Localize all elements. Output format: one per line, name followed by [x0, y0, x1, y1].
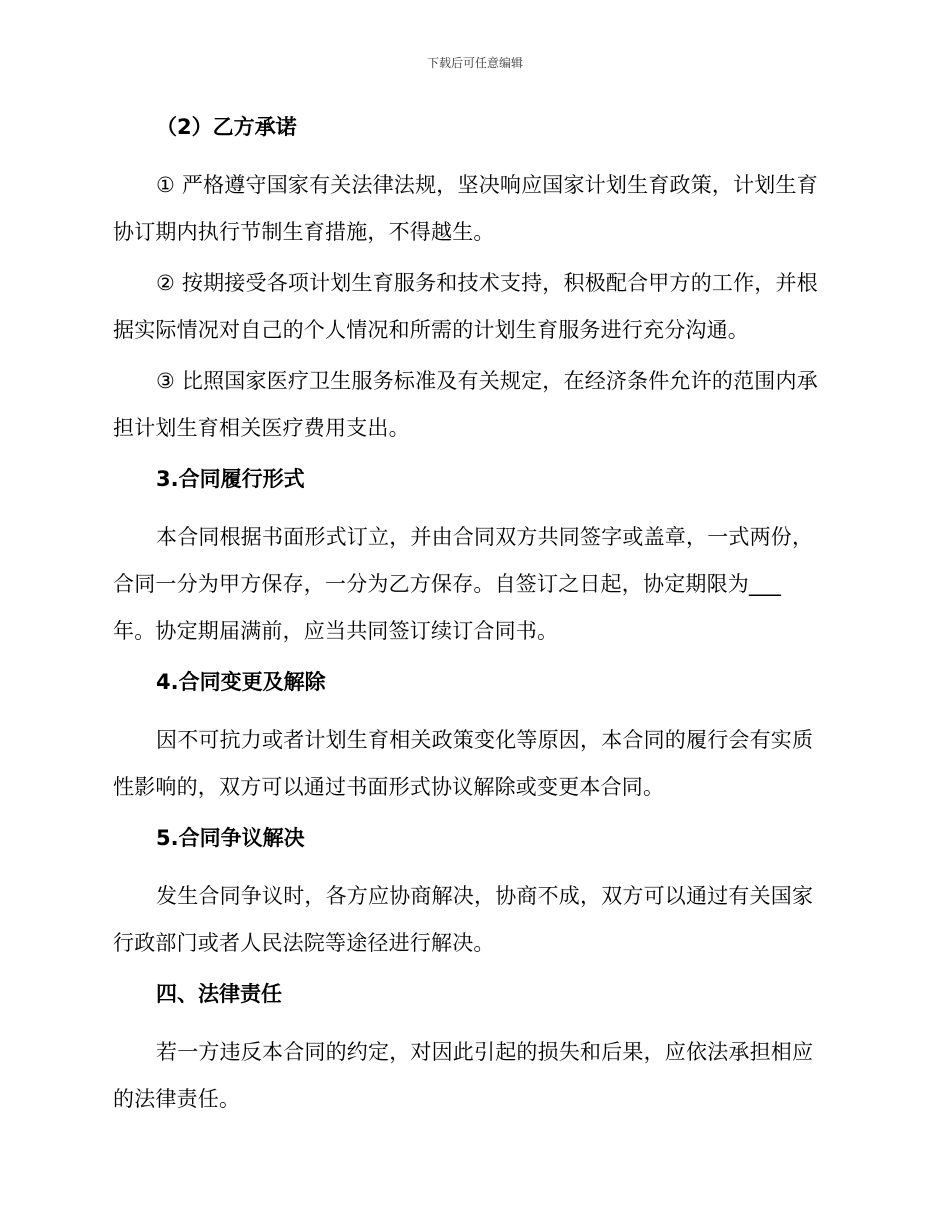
- text-line: ① 严格遵守国家有关法律法规，坚决响应国家计划生育政策，计划生育: [156, 173, 818, 197]
- text-line: ② 按期接受各项计划生育服务和技术支持，积极配合甲方的工作，并根: [156, 271, 818, 295]
- text-line: 协订期内执行节制生育措施，不得越生。: [113, 220, 495, 244]
- paragraph-promise-1: [113, 162, 835, 256]
- text-line: 若一方违反本合同的约定，对因此引起的损失和后果，应依法承担相应: [156, 1040, 814, 1064]
- section-heading-legal-liability: 四、法律责任: [156, 982, 282, 1006]
- text-line: 担计划生育相关医疗费用支出。: [113, 416, 410, 440]
- text-line: 的法律责任。: [113, 1087, 241, 1111]
- text-line: 合同一分为甲方保存，一分为乙方保存。自签订之日起，协定期限为___: [113, 572, 782, 596]
- paragraph-performance-form: [113, 514, 835, 655]
- section-heading-party-b-promises: （2）乙方承诺: [156, 115, 297, 139]
- paragraph-dispute: [113, 873, 835, 967]
- text-line: 发生合同争议时，各方应协商解决，协商不成，双方可以通过有关国家: [156, 884, 814, 908]
- section-heading-performance-form: 3.合同履行形式: [156, 467, 305, 491]
- paragraph-legal-liability: [113, 1029, 835, 1123]
- paragraph-promise-2: [113, 260, 835, 354]
- text-line: 性影响的，双方可以通过书面形式协议解除或变更本合同。: [113, 775, 665, 799]
- document-body: [113, 110, 835, 1127]
- text-line: 行政部门或者人民法院等途径进行解决。: [113, 931, 495, 955]
- text-line: 本合同根据书面形式订立，并由合同双方共同签字或盖章，一式两份，: [156, 525, 814, 549]
- text-line: ③ 比照国家医疗卫生服务标准及有关规定，在经济条件允许的范围内承: [156, 369, 818, 393]
- section-heading-dispute: 5.合同争议解决: [156, 826, 305, 850]
- text-line: 年。协定期届满前，应当共同签订续订合同书。: [113, 619, 559, 643]
- section-heading-modification: 4.合同变更及解除: [156, 670, 326, 694]
- paragraph-promise-3: [113, 358, 835, 452]
- paragraph-modification: [113, 717, 835, 811]
- text-line: 据实际情况对自己的个人情况和所需的计划生育服务进行充分沟通。: [113, 318, 749, 342]
- page-header: 下载后可任意编辑: [426, 56, 523, 70]
- text-line: 因不可抗力或者计划生育相关政策变化等原因，本合同的履行会有实质: [156, 728, 814, 752]
